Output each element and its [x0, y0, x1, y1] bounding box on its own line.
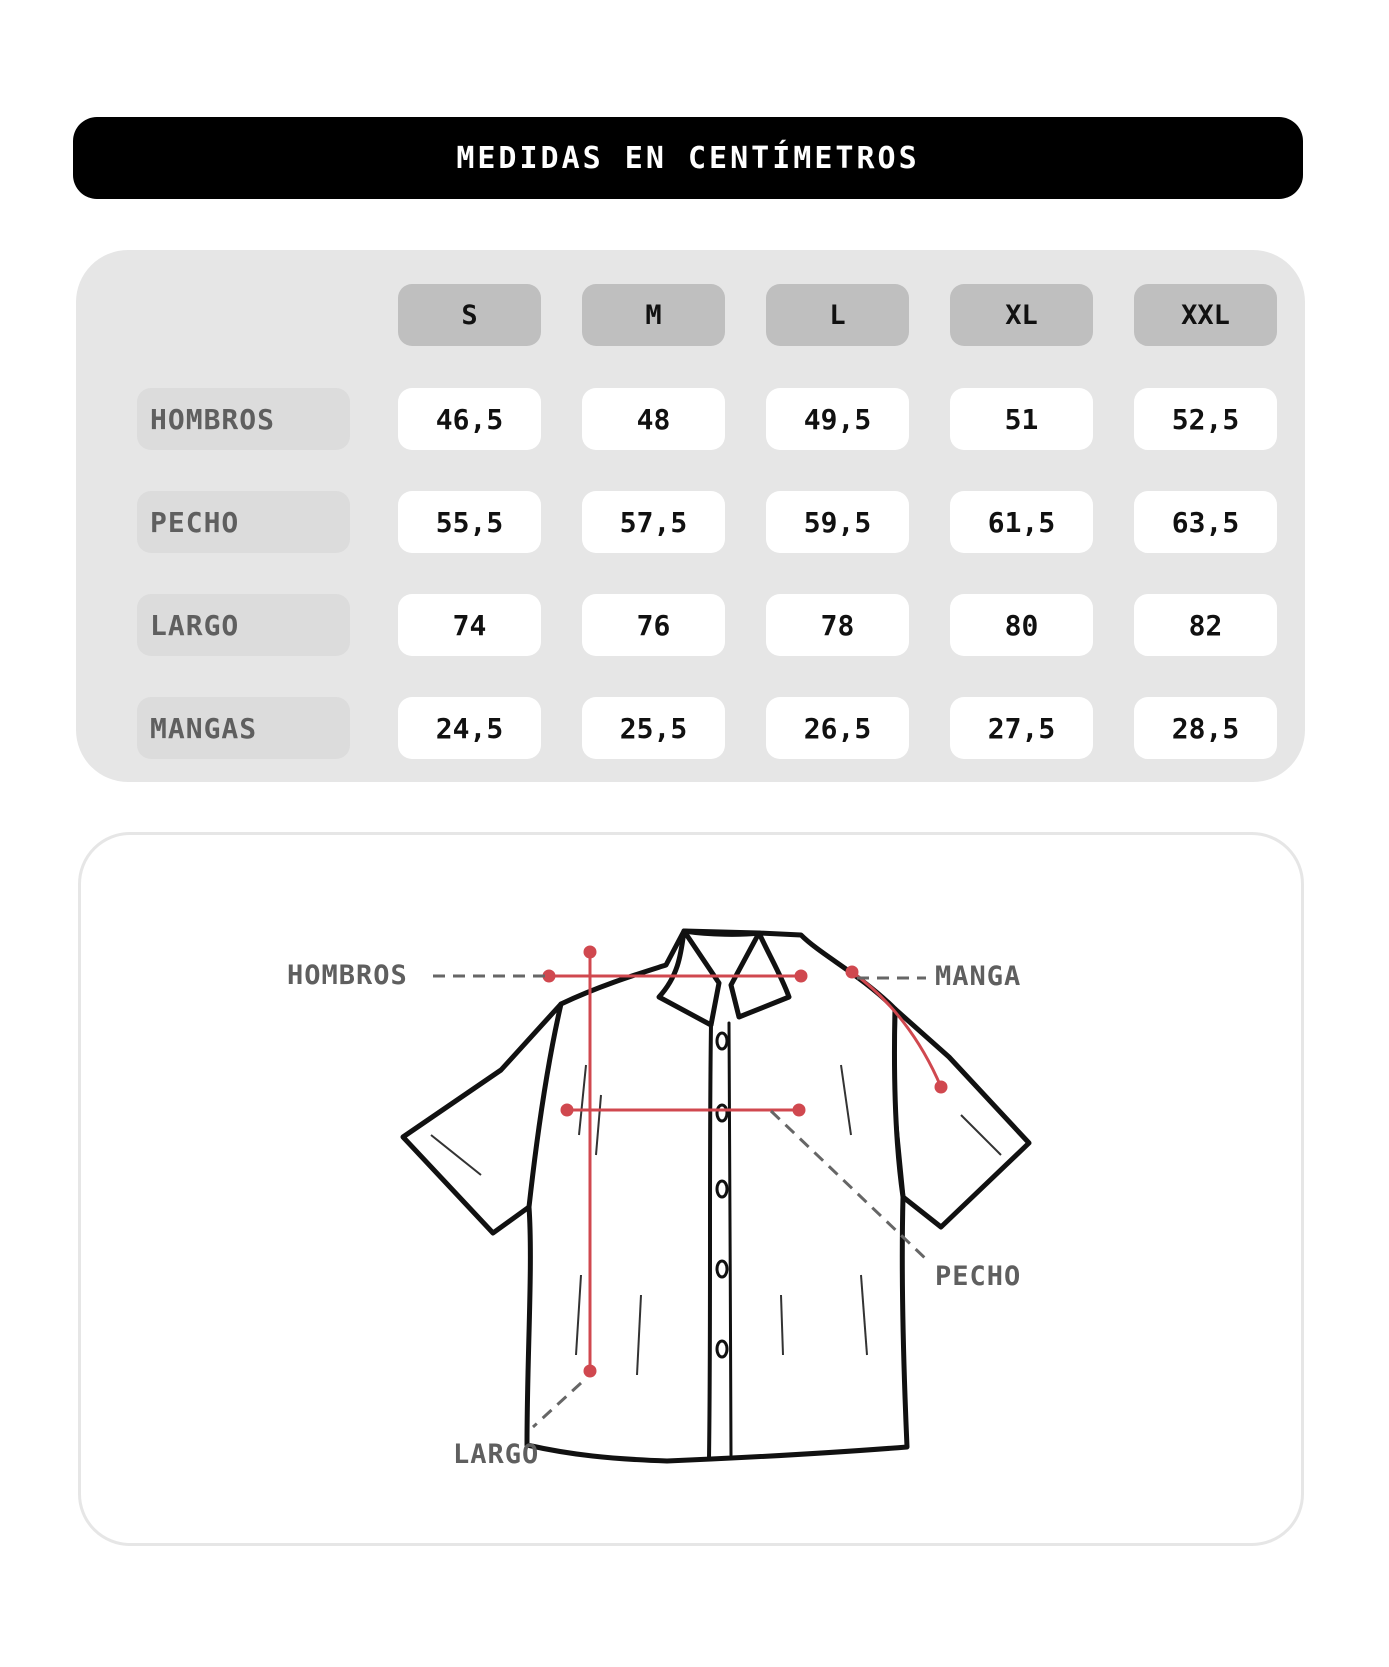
cell-hombros-m: 48: [582, 388, 725, 450]
row-label-mangas: MANGAS: [137, 697, 350, 759]
row-label-largo: LARGO: [137, 594, 350, 656]
button: [717, 1181, 727, 1197]
cell-pecho-s: 55,5: [398, 491, 541, 553]
diagram-label-largo: LARGO: [453, 1439, 540, 1470]
button: [717, 1033, 727, 1049]
size-header-xxl: XXL: [1134, 284, 1277, 346]
row-label-pecho: PECHO: [137, 491, 350, 553]
button: [717, 1261, 727, 1277]
cell-largo-m: 76: [582, 594, 725, 656]
cell-mangas-xxl: 28,5: [1134, 697, 1277, 759]
row-label-hombros: HOMBROS: [137, 388, 350, 450]
button: [717, 1105, 727, 1121]
diagram-label-pecho: PECHO: [935, 1261, 1022, 1292]
diagram-label-manga: MANGA: [935, 961, 1022, 992]
button: [717, 1341, 727, 1357]
shirt-diagram-panel: [78, 832, 1304, 1546]
cell-largo-xl: 80: [950, 594, 1093, 656]
diagram-label-hombros: HOMBROS: [287, 960, 408, 991]
cell-hombros-l: 49,5: [766, 388, 909, 450]
shirt-illustration: [403, 931, 1029, 1461]
shirt-body: [527, 931, 907, 1461]
size-header-xl: XL: [950, 284, 1093, 346]
cell-hombros-xl: 51: [950, 388, 1093, 450]
cell-largo-l: 78: [766, 594, 909, 656]
page-title: MEDIDAS EN CENTÍMETROS: [456, 140, 920, 176]
cell-mangas-m: 25,5: [582, 697, 725, 759]
cell-pecho-l: 59,5: [766, 491, 909, 553]
shirt-diagram: [81, 835, 1307, 1549]
size-table: [76, 250, 1305, 782]
cell-pecho-xxl: 63,5: [1134, 491, 1277, 553]
placket: [709, 1025, 711, 1459]
title-bar: [73, 117, 1303, 199]
cell-hombros-xxl: 52,5: [1134, 388, 1277, 450]
cell-mangas-l: 26,5: [766, 697, 909, 759]
cell-mangas-s: 24,5: [398, 697, 541, 759]
size-header-m: M: [582, 284, 725, 346]
size-header-l: L: [766, 284, 909, 346]
cell-largo-xxl: 82: [1134, 594, 1277, 656]
size-header-s: S: [398, 284, 541, 346]
cell-hombros-s: 46,5: [398, 388, 541, 450]
cell-pecho-xl: 61,5: [950, 491, 1093, 553]
right-sleeve: [893, 1009, 1029, 1227]
cell-pecho-m: 57,5: [582, 491, 725, 553]
cell-mangas-xl: 27,5: [950, 697, 1093, 759]
cell-largo-s: 74: [398, 594, 541, 656]
